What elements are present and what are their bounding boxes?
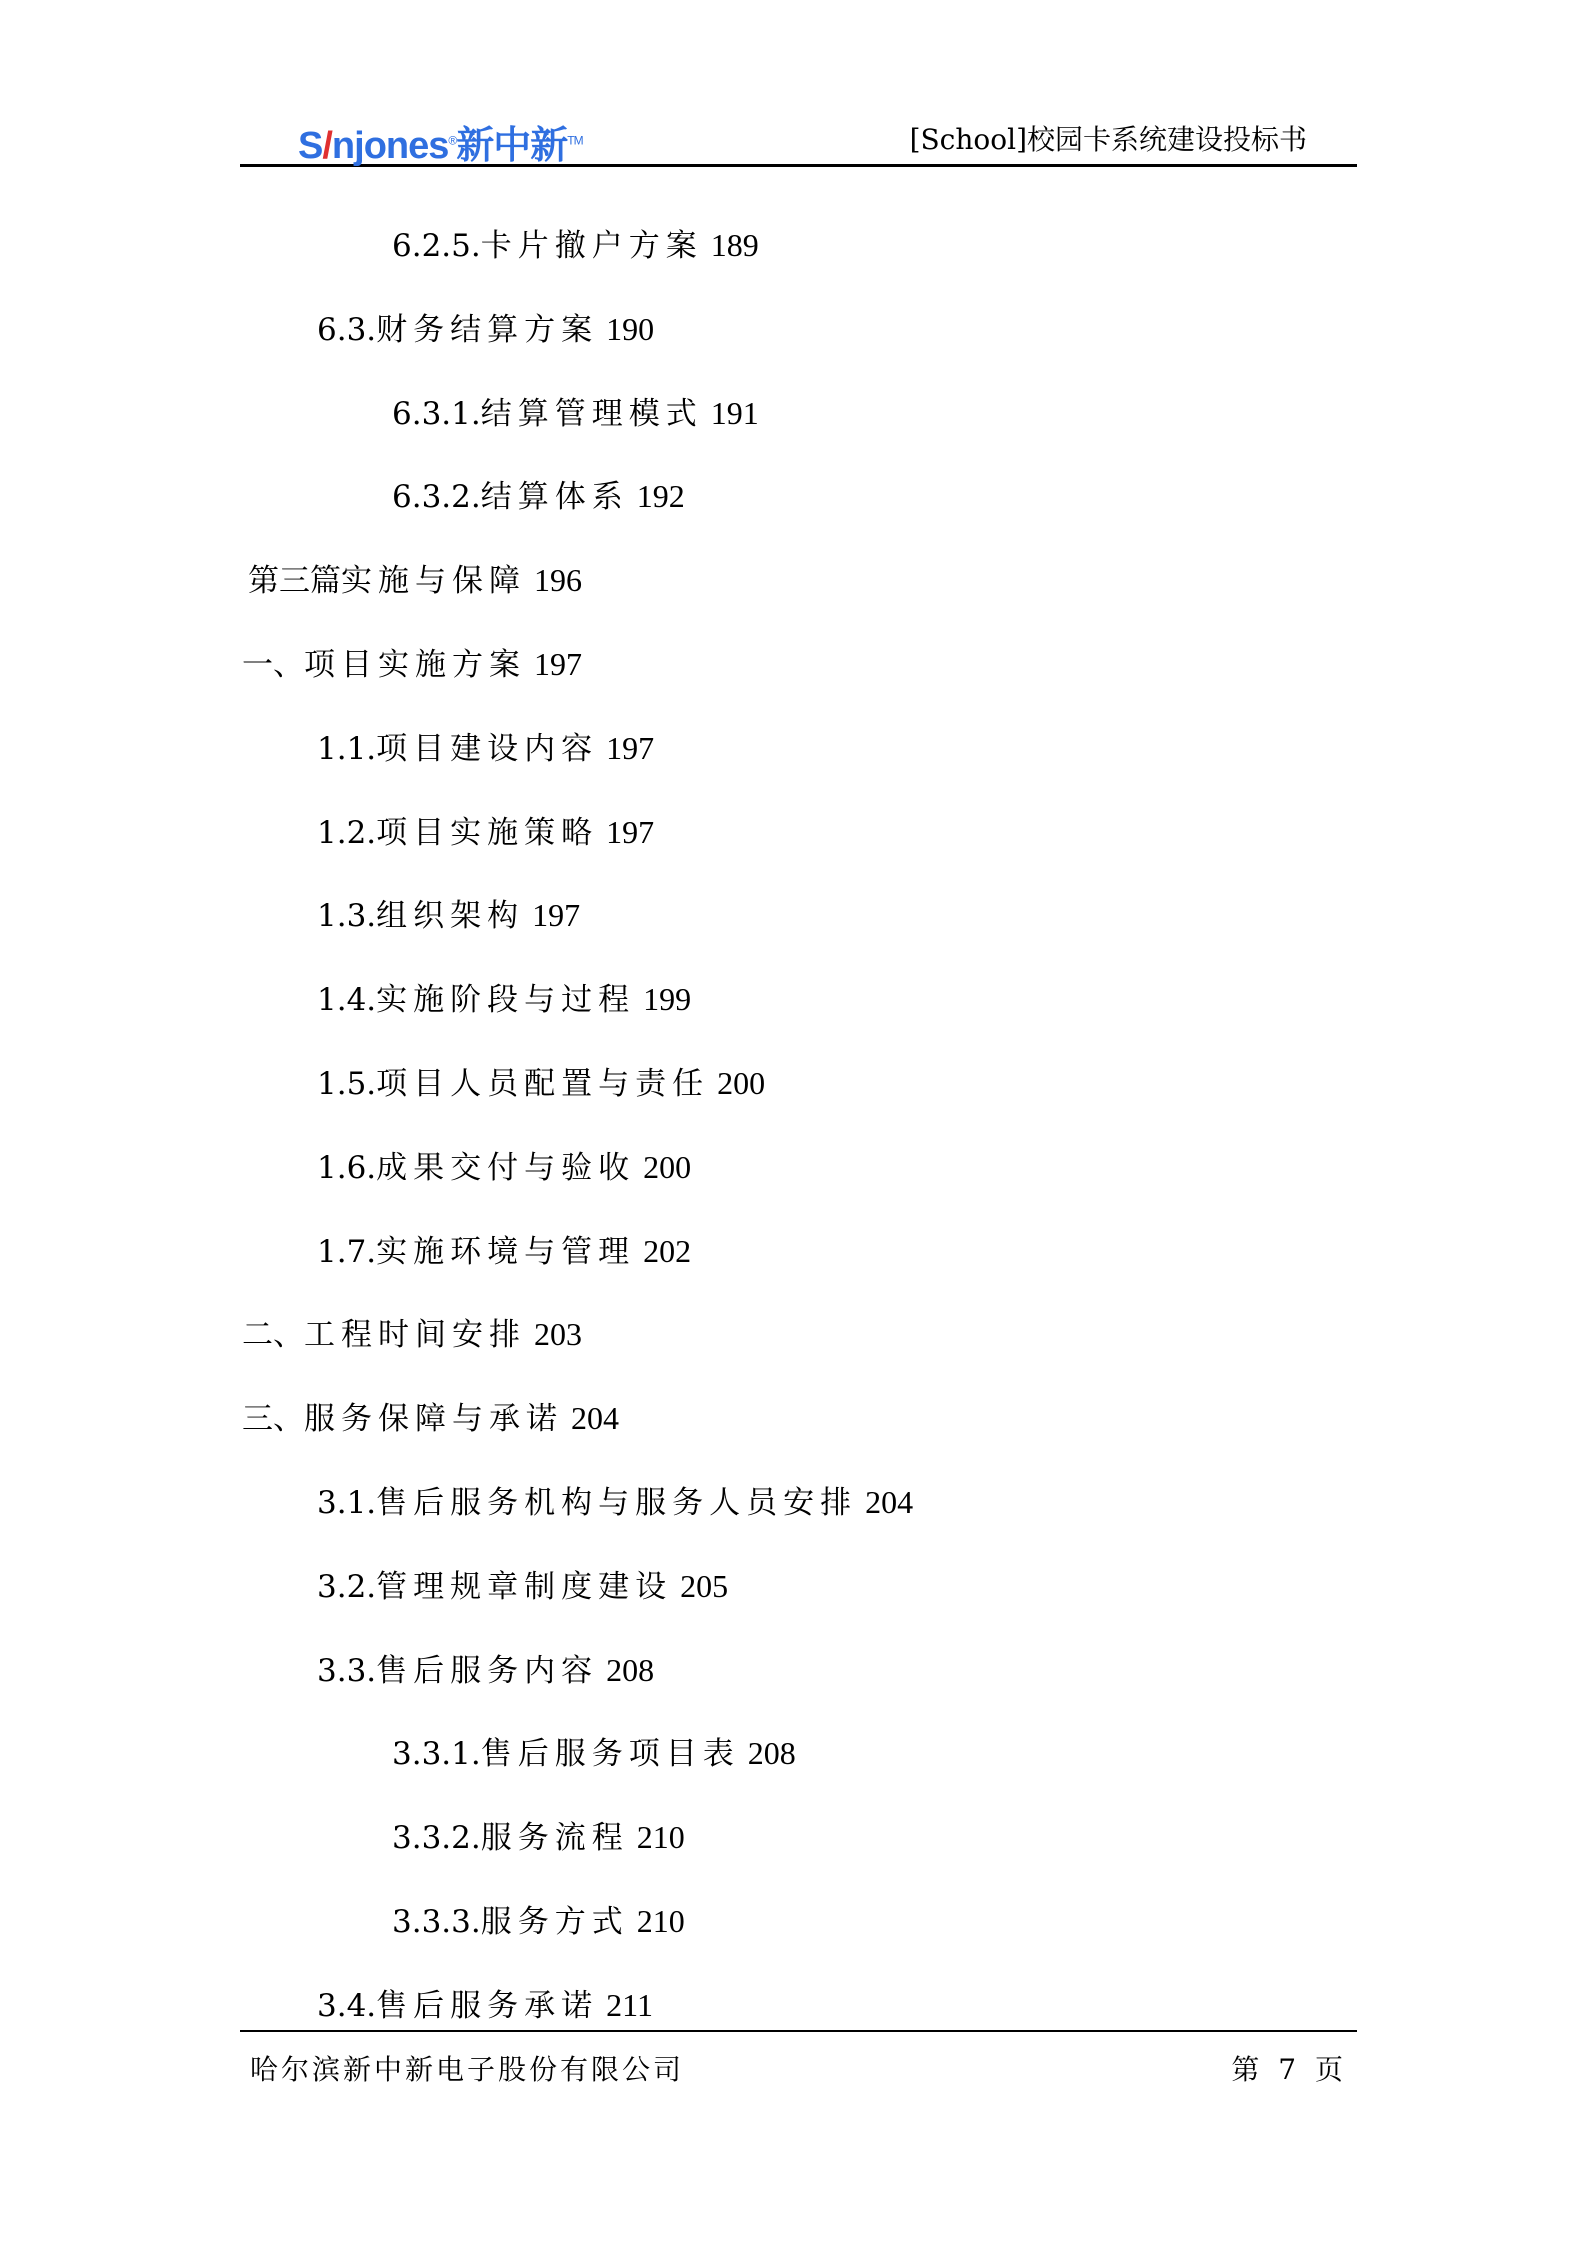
toc-label: 服务保障与承诺 bbox=[304, 1401, 563, 1438]
toc-label: 成果交付与验收 bbox=[376, 1149, 636, 1186]
toc-number: 1.5. bbox=[317, 1066, 377, 1102]
toc-label: 结算体系 bbox=[480, 479, 629, 516]
logo-text: njones bbox=[331, 125, 449, 167]
toc-number: 3.3. bbox=[317, 1652, 377, 1689]
toc-number: 1.4. bbox=[317, 982, 377, 1019]
toc-label: 服务流程 bbox=[480, 1820, 629, 1857]
toc-page: 210 bbox=[636, 1903, 685, 1939]
toc-page: 192 bbox=[636, 478, 685, 515]
logo-text: S bbox=[298, 125, 323, 167]
toc-number: 3.1. bbox=[317, 1485, 377, 1521]
toc-page: 199 bbox=[643, 981, 692, 1018]
toc-page: 200 bbox=[717, 1065, 766, 1101]
toc-number: 6.3.1. bbox=[392, 395, 481, 432]
toc-label: 项目建设内容 bbox=[376, 730, 599, 767]
toc-label: 组织架构 bbox=[376, 898, 525, 935]
toc-page: 204 bbox=[865, 1484, 914, 1520]
toc-label: 实施环境与管理 bbox=[376, 1233, 636, 1270]
toc-label: 实施与保障 bbox=[341, 563, 526, 600]
toc-number: 1.7. bbox=[317, 1233, 377, 1270]
page-footer bbox=[240, 2030, 1357, 2086]
toc-number: 6.2.5. bbox=[392, 228, 481, 264]
toc-label: 项目人员配置与责任 bbox=[376, 1066, 710, 1102]
toc-number: 1.2. bbox=[317, 814, 377, 851]
toc-label: 财务结算方案 bbox=[376, 311, 599, 348]
toc-number: 1.6. bbox=[317, 1149, 377, 1186]
toc-page: 202 bbox=[643, 1232, 692, 1269]
toc-number: 一、 bbox=[242, 647, 304, 683]
toc-label: 实施阶段与过程 bbox=[376, 982, 636, 1019]
toc-label: 售后服务内容 bbox=[376, 1652, 599, 1689]
toc-page: 205 bbox=[680, 1567, 729, 1604]
page-header bbox=[240, 100, 1357, 167]
toc-label: 服务方式 bbox=[480, 1904, 629, 1940]
toc-page: 208 bbox=[747, 1735, 796, 1772]
toc-number: 第三篇 bbox=[248, 563, 341, 600]
toc-label: 售后服务承诺 bbox=[376, 1987, 599, 2024]
toc-number: 三、 bbox=[242, 1401, 304, 1438]
toc-number: 3.3.2. bbox=[392, 1820, 481, 1857]
toc-page: 210 bbox=[636, 1819, 685, 1856]
toc-number: 3.3.1. bbox=[392, 1736, 481, 1773]
toc-label: 管理规章制度建设 bbox=[376, 1568, 673, 1605]
toc-number: 二、 bbox=[242, 1317, 304, 1354]
toc-label: 卡片撤户方案 bbox=[480, 228, 703, 264]
toc-page: 197 bbox=[534, 646, 582, 682]
toc-page: 204 bbox=[571, 1400, 619, 1437]
toc-label: 工程时间安排 bbox=[304, 1317, 526, 1354]
company-name: 哈尔滨新中新电子股份有限公司 bbox=[250, 2053, 685, 2086]
toc-number: 3.2. bbox=[317, 1568, 377, 1605]
toc-page: 196 bbox=[534, 562, 582, 599]
logo-cn: 新中新 bbox=[456, 125, 568, 167]
toc-page: 197 bbox=[532, 897, 581, 934]
toc-label: 售后服务项目表 bbox=[480, 1736, 740, 1773]
toc-number: 1.1. bbox=[317, 730, 377, 767]
toc-page: 190 bbox=[606, 310, 655, 347]
toc-number: 3.4. bbox=[317, 1987, 377, 2024]
toc-page: 191 bbox=[710, 394, 759, 431]
toc-label: 结算管理模式 bbox=[480, 395, 703, 432]
toc-label: 项目实施方案 bbox=[304, 647, 526, 683]
toc-page: 197 bbox=[606, 729, 655, 766]
logo-mark: / bbox=[322, 125, 332, 167]
toc-label: 售后服务机构与服务人员安排 bbox=[376, 1485, 858, 1521]
toc-number: 3.3.3. bbox=[392, 1904, 481, 1940]
toc-number: 1.3. bbox=[317, 898, 377, 935]
toc-number: 6.3.2. bbox=[392, 479, 481, 516]
toc-page: 200 bbox=[643, 1148, 692, 1185]
toc-page: 197 bbox=[606, 813, 655, 850]
synjones-logo: S/njones®新中新™ bbox=[298, 125, 583, 167]
toc-label: 项目实施策略 bbox=[376, 814, 599, 851]
toc-page: 189 bbox=[710, 227, 759, 263]
page-number: 第 7 页 bbox=[1231, 2053, 1343, 2086]
toc-page: 203 bbox=[534, 1316, 582, 1353]
document-title: [School]校园卡系统建设投标书 bbox=[909, 123, 1307, 156]
toc-page: 208 bbox=[606, 1651, 655, 1688]
toc-page: 211 bbox=[606, 1986, 653, 2023]
toc-number: 6.3. bbox=[317, 311, 377, 348]
